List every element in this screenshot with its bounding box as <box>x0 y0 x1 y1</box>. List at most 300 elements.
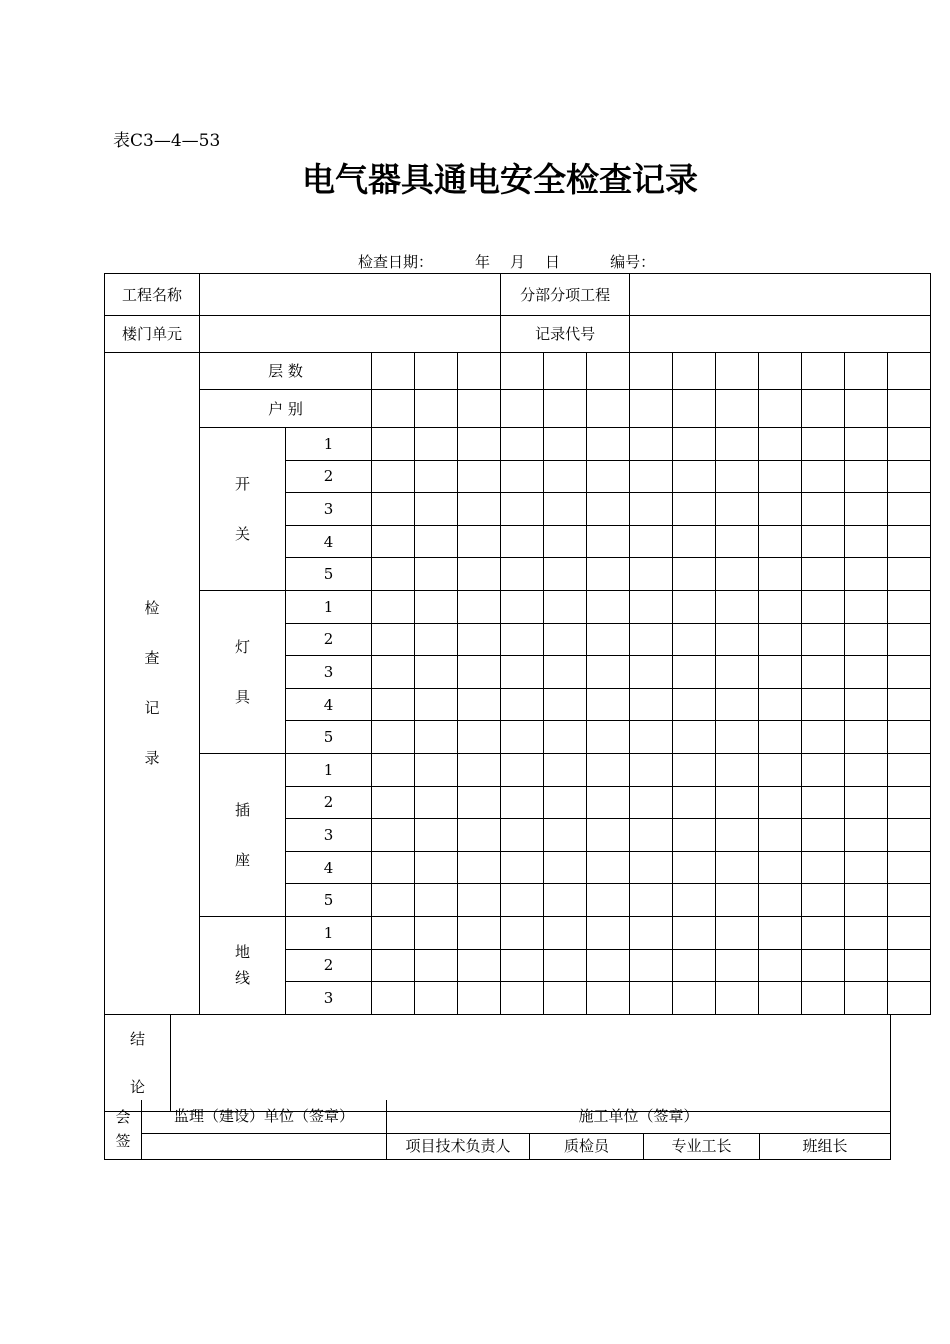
supervision-label: 监理（建设）单位（签章） <box>142 1100 387 1133</box>
check-cell[interactable] <box>587 688 630 721</box>
check-cell[interactable] <box>802 721 845 754</box>
floor-cell[interactable] <box>415 353 458 390</box>
check-cell[interactable] <box>501 590 544 623</box>
check-cell[interactable] <box>673 525 716 558</box>
check-cell[interactable] <box>888 819 931 852</box>
check-cell[interactable] <box>458 623 501 656</box>
check-cell[interactable] <box>802 916 845 949</box>
check-cell[interactable] <box>802 949 845 982</box>
check-cell[interactable] <box>415 753 458 786</box>
item-number: 4 <box>286 688 372 721</box>
check-cell[interactable] <box>415 656 458 689</box>
check-cell[interactable] <box>587 753 630 786</box>
check-cell[interactable] <box>716 982 759 1015</box>
check-cell[interactable] <box>845 982 888 1015</box>
check-cell[interactable] <box>673 721 716 754</box>
check-cell[interactable] <box>372 656 415 689</box>
check-cell[interactable] <box>888 753 931 786</box>
sub-project-field[interactable] <box>630 274 931 316</box>
check-cell[interactable] <box>458 851 501 884</box>
check-record-char: 检 <box>144 599 160 618</box>
check-cell[interactable] <box>501 428 544 461</box>
check-cell[interactable] <box>845 623 888 656</box>
check-cell[interactable] <box>673 916 716 949</box>
check-cell[interactable] <box>716 460 759 493</box>
number-label: 编号： <box>610 253 656 271</box>
item-number: 3 <box>286 493 372 526</box>
check-cell[interactable] <box>415 884 458 917</box>
check-cell[interactable] <box>501 493 544 526</box>
check-cell[interactable] <box>630 558 673 591</box>
check-cell[interactable] <box>372 460 415 493</box>
check-cell[interactable] <box>544 688 587 721</box>
check-cell[interactable] <box>888 982 931 1015</box>
check-cell[interactable] <box>716 590 759 623</box>
check-cell[interactable] <box>759 493 802 526</box>
check-cell[interactable] <box>458 428 501 461</box>
check-cell[interactable] <box>888 656 931 689</box>
check-cell[interactable] <box>372 590 415 623</box>
check-cell[interactable] <box>802 982 845 1015</box>
check-cell[interactable] <box>845 819 888 852</box>
check-cell[interactable] <box>845 428 888 461</box>
check-cell[interactable] <box>458 753 501 786</box>
check-cell[interactable] <box>544 656 587 689</box>
check-cell[interactable] <box>630 753 673 786</box>
check-cell[interactable] <box>630 949 673 982</box>
check-cell[interactable] <box>587 590 630 623</box>
item-number: 1 <box>286 753 372 786</box>
household-cell[interactable] <box>802 390 845 428</box>
check-cell[interactable] <box>845 558 888 591</box>
check-cell[interactable] <box>544 786 587 819</box>
check-cell[interactable] <box>415 623 458 656</box>
check-cell[interactable] <box>630 656 673 689</box>
item-number: 5 <box>286 558 372 591</box>
inspection-table <box>104 273 931 1015</box>
floor-cell[interactable] <box>587 353 630 390</box>
check-cell[interactable] <box>587 558 630 591</box>
check-cell[interactable] <box>716 721 759 754</box>
check-cell[interactable] <box>716 819 759 852</box>
check-cell[interactable] <box>716 884 759 917</box>
check-cell[interactable] <box>759 558 802 591</box>
check-cell[interactable] <box>544 721 587 754</box>
check-cell[interactable] <box>501 884 544 917</box>
check-cell[interactable] <box>845 525 888 558</box>
check-cell[interactable] <box>458 949 501 982</box>
check-cell[interactable] <box>544 982 587 1015</box>
item-number: 1 <box>286 428 372 461</box>
check-cell[interactable] <box>372 623 415 656</box>
item-number: 2 <box>286 460 372 493</box>
check-cell[interactable] <box>716 493 759 526</box>
check-cell[interactable] <box>673 688 716 721</box>
check-cell[interactable] <box>673 590 716 623</box>
check-cell[interactable] <box>888 721 931 754</box>
check-cell[interactable] <box>845 493 888 526</box>
check-cell[interactable] <box>845 460 888 493</box>
check-cell[interactable] <box>458 786 501 819</box>
household-cell[interactable] <box>587 390 630 428</box>
check-cell[interactable] <box>759 656 802 689</box>
check-cell[interactable] <box>501 656 544 689</box>
floor-cell[interactable] <box>372 353 415 390</box>
check-cell[interactable] <box>587 525 630 558</box>
household-cell[interactable] <box>544 390 587 428</box>
check-cell[interactable] <box>544 851 587 884</box>
check-cell[interactable] <box>630 428 673 461</box>
check-cell[interactable] <box>759 428 802 461</box>
check-cell[interactable] <box>888 428 931 461</box>
check-cell[interactable] <box>802 786 845 819</box>
check-cell[interactable] <box>845 949 888 982</box>
check-cell[interactable] <box>501 623 544 656</box>
check-cell[interactable] <box>888 558 931 591</box>
check-cell[interactable] <box>673 884 716 917</box>
check-cell[interactable] <box>458 460 501 493</box>
check-cell[interactable] <box>845 916 888 949</box>
check-cell[interactable] <box>372 428 415 461</box>
check-cell[interactable] <box>716 786 759 819</box>
sign-table <box>104 1100 891 1160</box>
check-cell[interactable] <box>888 851 931 884</box>
check-cell[interactable] <box>716 688 759 721</box>
check-cell[interactable] <box>415 721 458 754</box>
check-cell[interactable] <box>501 819 544 852</box>
check-cell[interactable] <box>587 851 630 884</box>
supervision-sign-field[interactable] <box>142 1133 387 1159</box>
item-number: 1 <box>286 916 372 949</box>
check-cell[interactable] <box>845 590 888 623</box>
check-cell[interactable] <box>759 688 802 721</box>
check-cell[interactable] <box>415 949 458 982</box>
check-cell[interactable] <box>759 884 802 917</box>
check-cell[interactable] <box>888 786 931 819</box>
check-record-char: 查 <box>144 649 160 668</box>
check-cell[interactable] <box>673 428 716 461</box>
check-cell[interactable] <box>888 623 931 656</box>
check-cell[interactable] <box>415 460 458 493</box>
household-cell[interactable] <box>716 390 759 428</box>
check-cell[interactable] <box>802 525 845 558</box>
check-cell[interactable] <box>673 949 716 982</box>
check-cell[interactable] <box>673 460 716 493</box>
check-cell[interactable] <box>673 558 716 591</box>
check-cell[interactable] <box>759 916 802 949</box>
table-row <box>105 590 931 623</box>
floor-cell[interactable] <box>544 353 587 390</box>
check-cell[interactable] <box>759 786 802 819</box>
check-cell[interactable] <box>415 916 458 949</box>
check-cell[interactable] <box>802 558 845 591</box>
check-cell[interactable] <box>716 753 759 786</box>
check-cell[interactable] <box>501 949 544 982</box>
check-cell[interactable] <box>802 688 845 721</box>
floor-cell[interactable] <box>802 353 845 390</box>
check-cell[interactable] <box>845 851 888 884</box>
check-record-char: 记 <box>144 699 160 718</box>
role-tech-lead: 项目技术负责人 <box>387 1133 530 1159</box>
floor-cell[interactable] <box>673 353 716 390</box>
check-cell[interactable] <box>802 493 845 526</box>
household-cell[interactable] <box>759 390 802 428</box>
check-cell[interactable] <box>415 851 458 884</box>
check-cell[interactable] <box>587 493 630 526</box>
floor-cell[interactable] <box>630 353 673 390</box>
household-cell[interactable] <box>458 390 501 428</box>
check-cell[interactable] <box>587 656 630 689</box>
check-cell[interactable] <box>673 982 716 1015</box>
check-cell[interactable] <box>759 623 802 656</box>
year-label: 年 <box>475 253 491 271</box>
project-name-field[interactable] <box>200 274 501 316</box>
check-cell[interactable] <box>673 493 716 526</box>
floor-cell[interactable] <box>716 353 759 390</box>
check-cell[interactable] <box>501 916 544 949</box>
check-cell[interactable] <box>716 623 759 656</box>
group-label-char: 座 <box>234 850 250 869</box>
check-cell[interactable] <box>415 525 458 558</box>
check-cell[interactable] <box>630 721 673 754</box>
check-cell[interactable] <box>888 688 931 721</box>
check-cell[interactable] <box>716 851 759 884</box>
check-cell[interactable] <box>587 428 630 461</box>
check-cell[interactable] <box>501 982 544 1015</box>
check-cell[interactable] <box>630 493 673 526</box>
check-cell[interactable] <box>458 493 501 526</box>
check-cell[interactable] <box>587 819 630 852</box>
check-cell[interactable] <box>630 623 673 656</box>
check-cell[interactable] <box>372 982 415 1015</box>
check-cell[interactable] <box>759 753 802 786</box>
group-label <box>200 428 286 591</box>
check-cell[interactable] <box>501 851 544 884</box>
check-cell[interactable] <box>415 428 458 461</box>
check-cell[interactable] <box>888 884 931 917</box>
check-cell[interactable] <box>501 688 544 721</box>
check-cell[interactable] <box>759 819 802 852</box>
check-cell[interactable] <box>501 525 544 558</box>
check-cell[interactable] <box>802 656 845 689</box>
check-cell[interactable] <box>458 688 501 721</box>
check-cell[interactable] <box>415 688 458 721</box>
record-code-field[interactable] <box>630 316 931 353</box>
check-cell[interactable] <box>802 428 845 461</box>
check-cell[interactable] <box>673 753 716 786</box>
table-row <box>105 753 931 786</box>
check-cell[interactable] <box>759 949 802 982</box>
check-cell[interactable] <box>630 884 673 917</box>
check-cell[interactable] <box>630 786 673 819</box>
check-cell[interactable] <box>802 819 845 852</box>
check-cell[interactable] <box>372 721 415 754</box>
check-cell[interactable] <box>372 753 415 786</box>
item-number: 3 <box>286 982 372 1015</box>
check-cell[interactable] <box>888 525 931 558</box>
check-cell[interactable] <box>544 949 587 982</box>
check-cell[interactable] <box>630 590 673 623</box>
check-cell[interactable] <box>845 721 888 754</box>
check-cell[interactable] <box>759 590 802 623</box>
floor-cell[interactable] <box>759 353 802 390</box>
check-cell[interactable] <box>372 884 415 917</box>
check-cell[interactable] <box>372 819 415 852</box>
check-cell[interactable] <box>458 982 501 1015</box>
household-cell[interactable] <box>673 390 716 428</box>
check-cell[interactable] <box>587 916 630 949</box>
check-cell[interactable] <box>501 460 544 493</box>
check-cell[interactable] <box>759 460 802 493</box>
check-cell[interactable] <box>630 982 673 1015</box>
check-cell[interactable] <box>458 721 501 754</box>
floor-cell[interactable] <box>888 353 931 390</box>
household-label: 户 别 <box>200 390 372 428</box>
item-number: 3 <box>286 656 372 689</box>
check-cell[interactable] <box>802 460 845 493</box>
check-cell[interactable] <box>888 590 931 623</box>
check-cell[interactable] <box>501 721 544 754</box>
check-cell[interactable] <box>716 916 759 949</box>
group-label-char: 地 <box>234 943 250 962</box>
check-cell[interactable] <box>372 688 415 721</box>
check-cell[interactable] <box>544 558 587 591</box>
check-cell[interactable] <box>544 819 587 852</box>
check-cell[interactable] <box>587 786 630 819</box>
check-cell[interactable] <box>845 688 888 721</box>
check-cell[interactable] <box>759 982 802 1015</box>
floor-cell[interactable] <box>458 353 501 390</box>
unit-field[interactable] <box>200 316 501 353</box>
household-cell[interactable] <box>501 390 544 428</box>
check-cell[interactable] <box>845 786 888 819</box>
check-cell[interactable] <box>372 525 415 558</box>
household-cell[interactable] <box>845 390 888 428</box>
check-cell[interactable] <box>630 819 673 852</box>
check-cell[interactable] <box>802 590 845 623</box>
household-cell[interactable] <box>888 390 931 428</box>
check-cell[interactable] <box>759 721 802 754</box>
check-cell[interactable] <box>716 949 759 982</box>
check-cell[interactable] <box>458 819 501 852</box>
form-code: 表C3—4—53 <box>113 131 221 151</box>
check-cell[interactable] <box>458 884 501 917</box>
check-cell[interactable] <box>673 819 716 852</box>
check-cell[interactable] <box>673 786 716 819</box>
conclusion-field[interactable] <box>171 1015 891 1112</box>
check-cell[interactable] <box>716 525 759 558</box>
check-cell[interactable] <box>630 460 673 493</box>
check-cell[interactable] <box>845 656 888 689</box>
check-cell[interactable] <box>888 916 931 949</box>
check-cell[interactable] <box>458 525 501 558</box>
check-cell[interactable] <box>587 884 630 917</box>
check-cell[interactable] <box>372 949 415 982</box>
check-cell[interactable] <box>544 525 587 558</box>
check-cell[interactable] <box>802 851 845 884</box>
check-record-char: 录 <box>144 749 160 768</box>
check-cell[interactable] <box>544 916 587 949</box>
check-cell[interactable] <box>630 851 673 884</box>
check-cell[interactable] <box>888 460 931 493</box>
check-cell[interactable] <box>415 493 458 526</box>
check-cell[interactable] <box>544 753 587 786</box>
check-cell[interactable] <box>415 819 458 852</box>
check-cell[interactable] <box>544 884 587 917</box>
check-cell[interactable] <box>544 623 587 656</box>
check-cell[interactable] <box>587 460 630 493</box>
household-cell[interactable] <box>372 390 415 428</box>
check-cell[interactable] <box>716 656 759 689</box>
check-cell[interactable] <box>587 623 630 656</box>
page-title: 电气器具通电安全检查记录 <box>302 160 698 199</box>
check-cell[interactable] <box>458 558 501 591</box>
check-cell[interactable] <box>415 982 458 1015</box>
check-cell[interactable] <box>587 982 630 1015</box>
check-cell[interactable] <box>458 590 501 623</box>
month-label: 月 <box>510 253 526 271</box>
check-cell[interactable] <box>716 428 759 461</box>
check-cell[interactable] <box>458 656 501 689</box>
check-cell[interactable] <box>544 460 587 493</box>
check-cell[interactable] <box>802 623 845 656</box>
check-cell[interactable] <box>501 786 544 819</box>
check-cell[interactable] <box>888 493 931 526</box>
check-cell[interactable] <box>415 558 458 591</box>
check-cell[interactable] <box>759 851 802 884</box>
check-cell[interactable] <box>415 786 458 819</box>
check-cell[interactable] <box>544 493 587 526</box>
check-cell[interactable] <box>372 493 415 526</box>
check-cell[interactable] <box>501 558 544 591</box>
check-cell[interactable] <box>802 753 845 786</box>
check-cell[interactable] <box>372 558 415 591</box>
group-label <box>200 590 286 753</box>
check-cell[interactable] <box>544 590 587 623</box>
check-cell[interactable] <box>630 525 673 558</box>
check-cell[interactable] <box>673 656 716 689</box>
check-cell[interactable] <box>845 884 888 917</box>
check-cell[interactable] <box>372 916 415 949</box>
check-cell[interactable] <box>888 949 931 982</box>
household-cell[interactable] <box>630 390 673 428</box>
check-cell[interactable] <box>372 851 415 884</box>
floor-cell[interactable] <box>845 353 888 390</box>
check-cell[interactable] <box>544 428 587 461</box>
group-label-char: 线 <box>234 969 250 988</box>
check-cell[interactable] <box>673 623 716 656</box>
item-number: 2 <box>286 623 372 656</box>
item-number: 3 <box>286 819 372 852</box>
check-cell[interactable] <box>673 851 716 884</box>
check-cell[interactable] <box>587 721 630 754</box>
check-cell[interactable] <box>415 590 458 623</box>
check-cell[interactable] <box>372 786 415 819</box>
check-cell[interactable] <box>759 525 802 558</box>
check-cell[interactable] <box>630 916 673 949</box>
check-cell[interactable] <box>587 949 630 982</box>
table-row <box>105 428 931 461</box>
check-cell[interactable] <box>845 753 888 786</box>
check-cell[interactable] <box>716 558 759 591</box>
check-cell[interactable] <box>458 916 501 949</box>
floor-cell[interactable] <box>501 353 544 390</box>
item-number: 4 <box>286 851 372 884</box>
check-cell[interactable] <box>802 884 845 917</box>
check-cell[interactable] <box>630 688 673 721</box>
check-cell[interactable] <box>501 753 544 786</box>
household-cell[interactable] <box>415 390 458 428</box>
